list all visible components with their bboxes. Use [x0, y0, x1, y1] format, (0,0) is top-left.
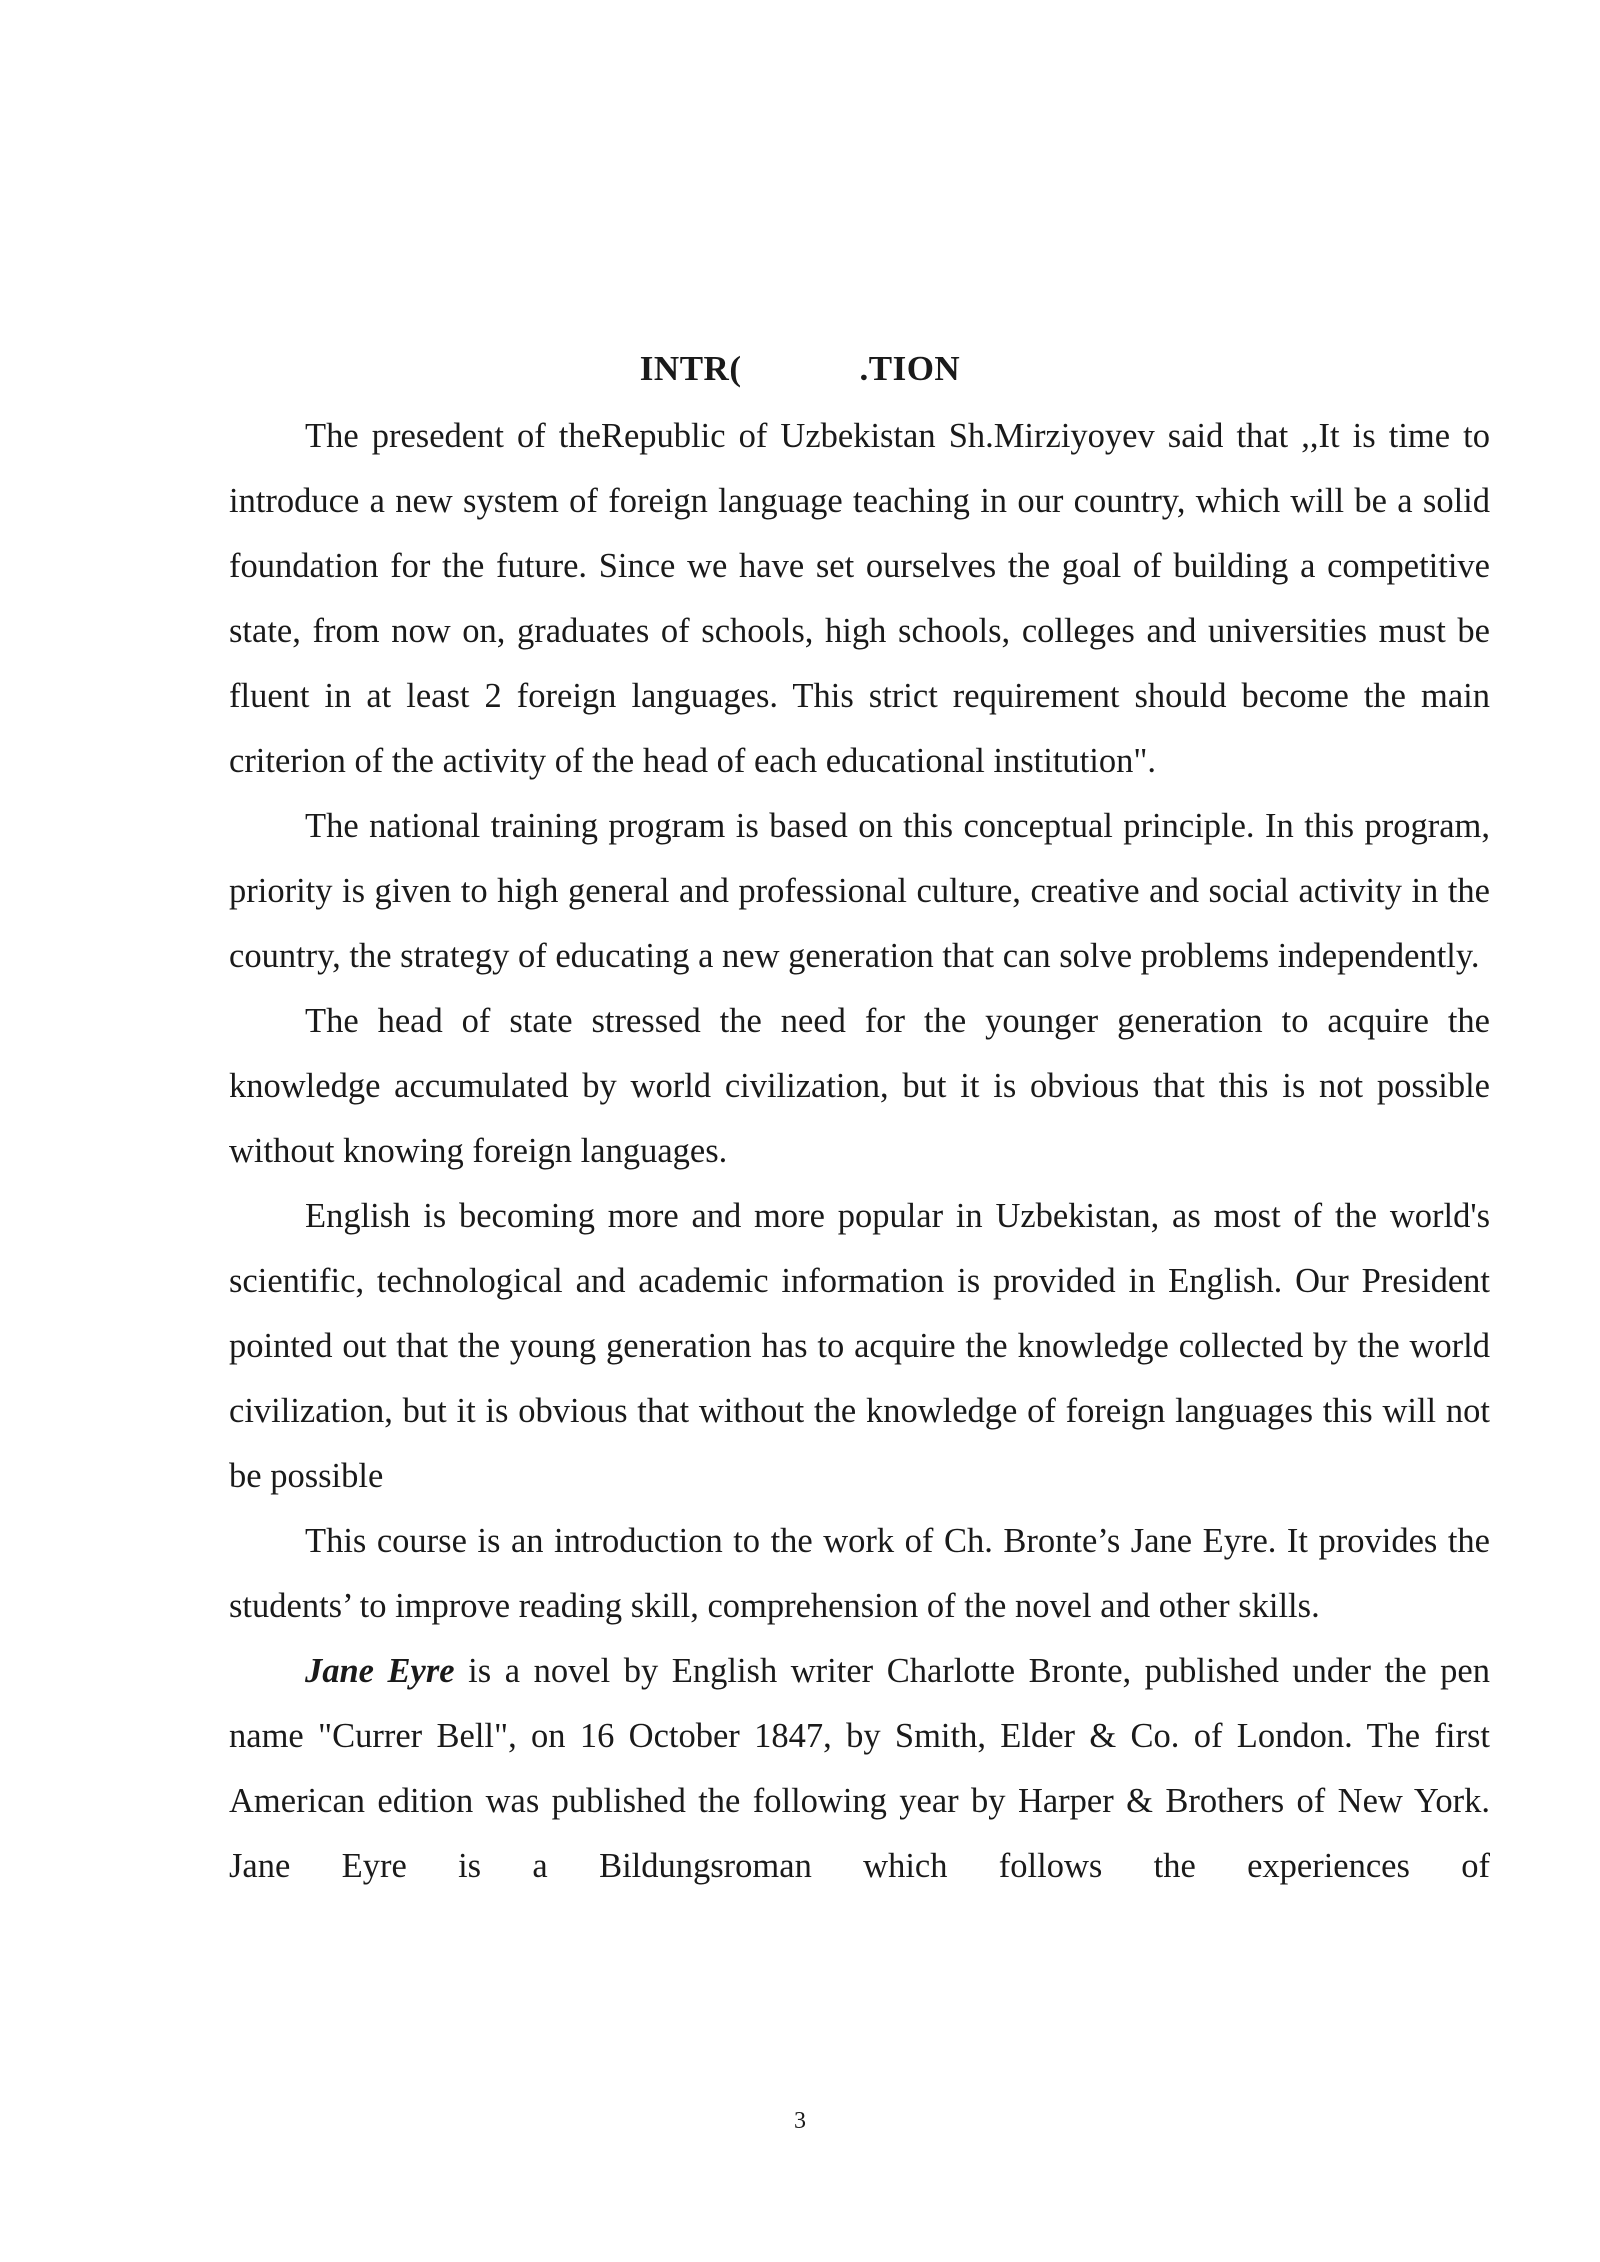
- body-text: [229, 404, 1490, 1899]
- page-number: 3: [794, 2108, 806, 2134]
- paragraph-6: [229, 1639, 1490, 1899]
- paragraph-1: The presedent of theRepublic of Uzbekistan Sh.Mirziyoyev said that ,,It is time to introduce a new system of foreign language teaching in our country, which will be a solid foundation for the future. Since we have set ourselves the goal of building a competitive state, from now on, graduates of schools, high schools, colleges and universities must be fluent in at least 2 foreign languages. This strict requirement should become the main criterion of the activity of the head of each educational institution".: [229, 417, 1490, 780]
- paragraph-2: The national training program is based on this conceptual principle. In this program, priority is given to high general and professional culture, creative and social activity in the country, the strategy of educating a new generation that can solve problems independently.: [229, 807, 1490, 975]
- paragraph-4: English is becoming more and more popular in Uzbekistan, as most of the world's scientific, technological and academic information is provided in English. Our President pointed out that the young generation has to acquire the knowledge collected by the world civilization, but it is obvious that without the knowledge of foreign languages this will not be possible: [229, 1197, 1490, 1495]
- page-heading: [0, 344, 1600, 394]
- paragraph-6-text: is a novel by English writer Charlotte Bronte, published under the pen name "Currer Bell", on 16 October 1847, by Smith, Elder & Co. of London. The first American edition was published the following year by Harper & Brothers of New York. Jane Eyre is a Bildungsroman which follows the experiences of: [229, 1652, 1490, 1885]
- book-title: Jane Eyre: [305, 1652, 455, 1690]
- heading-part-right: .TION: [859, 349, 961, 388]
- paragraph-5: This course is an introduction to the work of Ch. Bronte’s Jane Eyre. It provides the students’ to improve reading skill, comprehension of the novel and other skills.: [229, 1522, 1490, 1625]
- heading-part-left: INTR(: [639, 349, 742, 388]
- heading-obscured-gap: [741, 354, 859, 390]
- paragraph-3: The head of state stressed the need for the younger generation to acquire the knowledge accumulated by world civilization, but it is obvious that this is not possible without knowing foreign languages.: [229, 1002, 1490, 1170]
